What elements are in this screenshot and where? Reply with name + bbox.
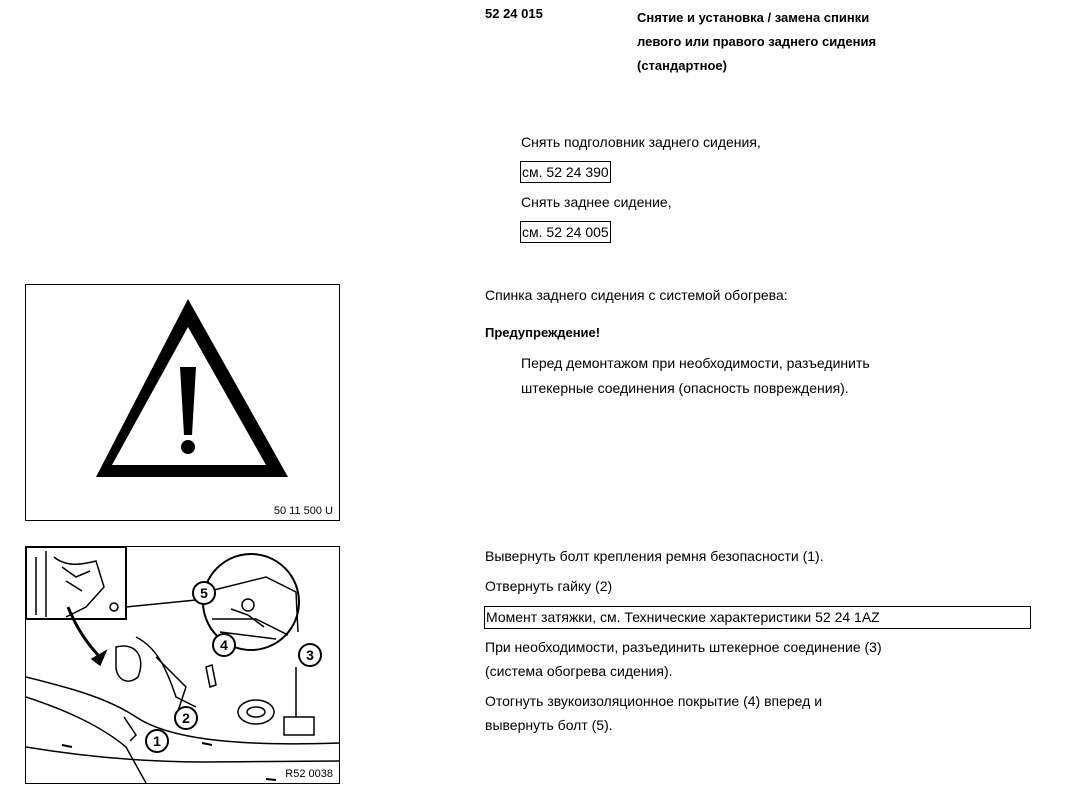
step-unscrew-belt-bolt: Вывернуть болт крепления ремня безопасности (1). <box>485 548 824 564</box>
seat-figure <box>25 546 340 784</box>
callout-1 <box>146 730 168 752</box>
step-disconnect-plug-note: (система обогрева сидения). <box>485 663 673 679</box>
heated-heading: Спинка заднего сидения с системой обогрева: <box>485 287 788 303</box>
step-fold-cover: Отогнуть звукоизоляционное покрытие (4) вперед и <box>485 693 823 709</box>
callout-3 <box>299 644 321 666</box>
step-remove-headrest: Снять подголовник заднего сидения, <box>521 134 761 150</box>
svg-text:5: 5 <box>200 585 208 601</box>
ref-link-52-24-005[interactable]: см. 52 24 005 <box>520 221 611 243</box>
warning-triangle-icon <box>26 285 339 520</box>
step-disconnect-plug: При необходимости, разъединить штекерное соединение (3) <box>485 639 882 655</box>
svg-text:3: 3 <box>306 647 314 663</box>
title-line: левого или правого заднего сидения <box>637 34 877 49</box>
callout-2 <box>175 707 197 729</box>
warning-label: Предупреждение! <box>485 325 601 340</box>
step-unscrew-nut: Отвернуть гайку (2) <box>485 578 613 594</box>
svg-text:4: 4 <box>220 637 228 653</box>
title-line: Снятие и установка / замена спинки <box>637 10 870 25</box>
seat-diagram <box>26 547 339 783</box>
figure-caption: 50 11 500 U <box>273 505 333 517</box>
step-remove-seat: Снять заднее сидение, <box>521 194 672 210</box>
page-title <box>637 6 1057 78</box>
repair-code: 52 24 015 <box>485 6 543 21</box>
step-unscrew-bolt-5: вывернуть болт (5). <box>485 717 613 733</box>
callout-5 <box>193 582 215 604</box>
svg-text:2: 2 <box>182 710 190 726</box>
torque-spec-link[interactable]: Момент затяжки, см. Технические характеристики 52 24 1AZ <box>484 606 1031 629</box>
ref-link-52-24-390[interactable]: см. 52 24 390 <box>520 161 611 183</box>
callout-4 <box>213 634 235 656</box>
warning-line: Перед демонтажом при необходимости, разъединить <box>521 355 870 371</box>
warning-line: штекерные соединения (опасность повреждения). <box>521 380 849 396</box>
title-line: (стандартное) <box>637 58 727 73</box>
warning-figure <box>25 284 340 521</box>
figure-caption: R52 0038 <box>285 768 333 780</box>
svg-text:1: 1 <box>153 733 161 749</box>
